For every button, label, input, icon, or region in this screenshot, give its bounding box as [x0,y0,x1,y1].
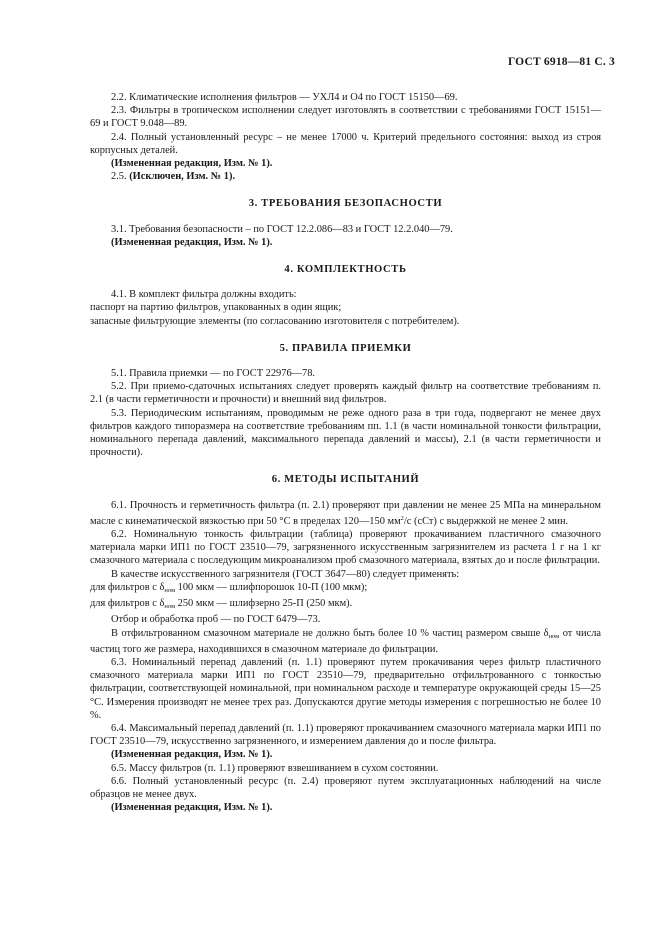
paragraph-6-3: 6.3. Номинальный перепад давлений (п. 1.1) проверяют путем прокачивания через фильтр пластичного смазочного материала марки ИП1 по ГОСТ 23510—79, предварительно отфильтрованного с тонкостью фильтрации, соответствующей номинальной, при номинальном расходе и температуре окружающей среды 15—25 °С. Измерения производят не менее трех раз. Допускаются другие методы измерения с погрешностью не более 10 %. [90,656,601,721]
subscript: ном [548,632,560,640]
paragraph-6-5: 6.5. Массу фильтров (п. 1.1) проверяют взвешиванием в сухом состоянии. [111,762,439,774]
filtered-text-end: от числа частиц того же размера, находившихся в смазочном материале до фильтрации. [90,627,601,655]
contaminant-item-text: 100 мкм — шлифпорошок 10-П (100 мкм); [175,581,368,593]
section-title-acceptance: 5. ПРАВИЛА ПРИЕМКИ [279,342,412,354]
contaminant-item-prefix: для фильтров с δ [90,598,165,610]
filtered-text: В отфильтрованном смазочном материале не должно быть более 10 % частиц размером свыше δ [111,627,549,639]
paragraph-2-4: 2.4. Полный установленный ресурс – не менее 17000 ч. Критерий предельного состояния: выход из строя корпусных деталей. [90,131,601,156]
paragraph-2-5-excluded: (Исключен, Изм. № 1). [129,171,236,183]
section-title-safety: 3. ТРЕБОВАНИЯ БЕЗОПАСНОСТИ [248,198,443,210]
paragraph-3-1: 3.1. Требования безопасности – по ГОСТ 12.2.086—83 и ГОСТ 12.2.040—79. [111,223,453,235]
section-title-test-methods: 6. МЕТОДЫ ИСПЫТАНИЙ [271,474,420,486]
completeness-item: паспорт на партию фильтров, упакованных в один ящик; [90,302,342,314]
paragraph-2-5 [90,170,601,183]
subscript: ном [164,603,176,611]
paragraph-6-1-text-end: /с (сСт) с выдержкой не менее 2 мин. [403,515,569,527]
completeness-item: запасные фильтрующие элементы (по согласованию изготовителя с потребителем). [90,315,460,327]
superscript: 2 [400,514,404,522]
contaminant-item-text: 250 мкм — шлифзерно 25-П (250 мкм). [175,598,353,610]
paragraph-6-2: 6.2. Номинальную тонкость фильтрации (таблица) проверяют прокачиванием пластичного смазочного материала марки ИП1 по ГОСТ 23510—79, загрязненного искусственным загрязнителем из расчета 1 г на 1 кг смазочного материала с последующим микроанализом проб смазочного материала, взятых до и после фильтрации. [90,529,601,567]
filtered-material-requirement [90,627,601,656]
paragraph-5-3: 5.3. Периодическим испытаниям, проводимым не реже одного раза в три года, подвергают не менее двух фильтров каждого типоразмера на соответствие требованиям пп. 1.1 (в части номинальной тонкости фильтрации, номинального перепада давлений, максимального перепада давлений и массы), 2.1 (в части герметичности и прочности). [90,407,601,459]
paragraph-6-6: 6.6. Полный установленный ресурс (п. 2.4) проверяют путем эксплуатационных наблюдений на числе образцов не менее двух. [90,775,601,800]
paragraph-6-1-text: 6.1. Прочность и герметичность фильтра (п. 2.1) проверяют при давлении не менее 25 МПа на минеральном масле с кинематической вязкостью при 50 °С в пределах 120—150 мм [90,499,601,527]
paragraph-2-3: 2.3. Фильтры в тропическом исполнении следует изготовлять в соответствии с требованиями ГОСТ 15151—69 и ГОСТ 9.048—89. [90,105,601,130]
subscript: ном [164,586,176,594]
paragraph-4-1: 4.1. В комплект фильтра должны входить: [111,289,297,301]
paragraph-2-5-number: 2.5. [111,171,127,183]
contaminant-item-prefix: для фильтров с δ [90,581,165,593]
contaminant-item [90,597,601,613]
contaminant-item [90,581,601,597]
amendment-note: (Измененная редакция, Изм. № 1). [111,749,273,761]
sampling-note: Отбор и обработка проб — по ГОСТ 6479—73. [111,614,321,626]
document-body [90,91,601,814]
amendment-note: (Измененная редакция, Изм. № 1). [111,802,273,814]
paragraph-2-2: 2.2. Климатические исполнения фильтров — УХЛ4 и О4 по ГОСТ 15150—69. [111,92,458,103]
paragraph-5-1: 5.1. Правила приемки — по ГОСТ 22976—78. [111,368,316,380]
amendment-note: (Измененная редакция, Изм. № 1). [111,158,273,170]
amendment-note: (Измененная редакция, Изм. № 1). [111,236,273,248]
contaminant-intro: В качестве искусственного загрязнителя (ГОСТ 3647—80) следует применять: [111,568,460,580]
page-header: ГОСТ 6918—81 С. 3 [507,56,615,68]
paragraph-6-4: 6.4. Максимальный перепад давлений (п. 1.1) проверяют прокачиванием смазочного материала марки ИП1 по ГОСТ 23510—79, искусственно загрязненного, и измерением давления до и после фильтра. [90,722,601,748]
paragraph-5-2: 5.2. При приемо-сдаточных испытаниях следует проверять каждый фильтр на соответствие требованиям п. 2.1 (в части герметичности и прочности) и внешний вид фильтров. [90,381,601,406]
paragraph-6-1 [90,499,601,528]
section-title-completeness: 4. КОМПЛЕКТНОСТЬ [284,264,407,276]
